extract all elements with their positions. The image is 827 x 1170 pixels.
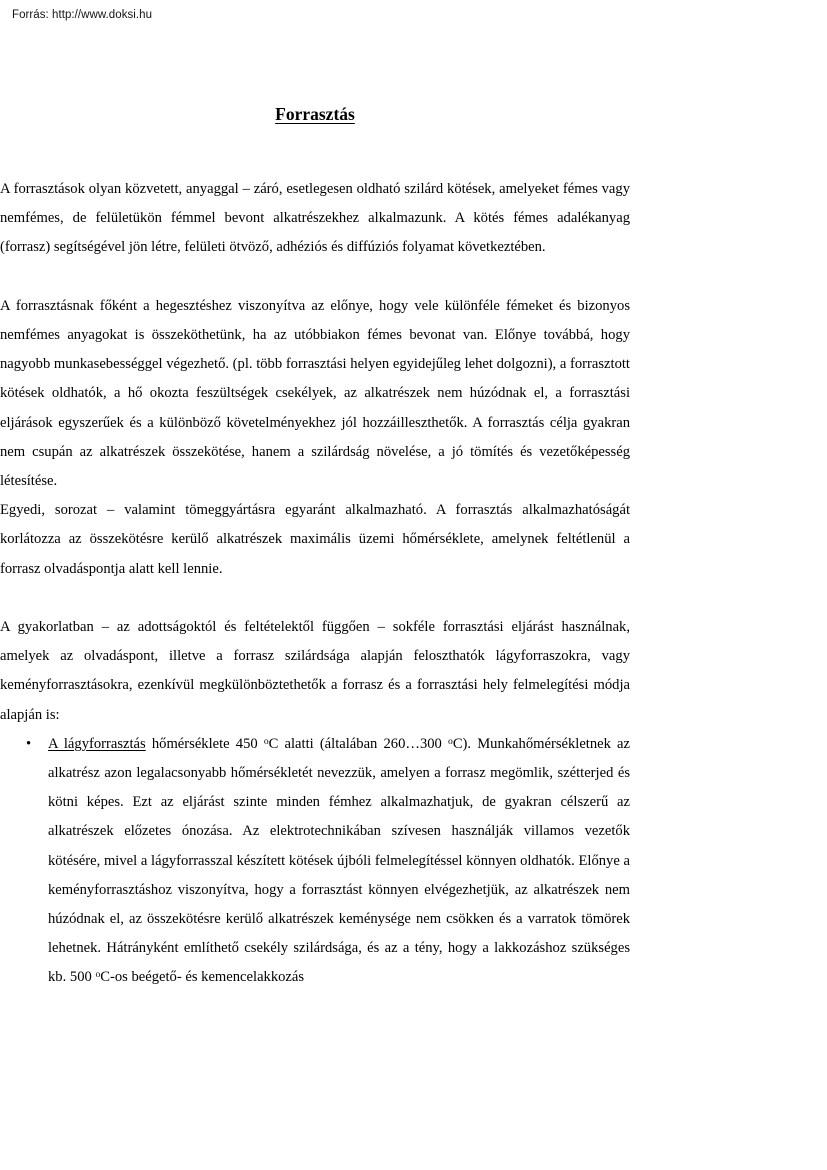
- soldering-types-list: [0, 730, 630, 993]
- bullet-text-segment-1: hőmérséklete 450: [145, 735, 264, 752]
- paragraph-intro: A forrasztások olyan közvetett, anyaggal – záró, esetlegesen oldható szilárd kötések, amelyeket fémes vagy nemfémes, de felületükön fémmel bevont alkatrészekhez alkalmazunk. A kötés fémes adalékanyag (forrasz) segítségével jön létre, felületi ötvöző, adhéziós és diffúziós folyamat következtében.: [0, 181, 630, 256]
- paragraph-advantages: A forrasztásnak főként a hegesztéshez viszonyítva az előnye, hogy vele különféle fémeket és bizonyos nemfémes anyagokat is összeköthetünk, ha az utóbbiakon fémes bevonat van. Előnye továbbá, hogy nagyobb munkasebességgel végezhető. (pl. több forrasztási helyen egyidejűleg lehet dolgozni), a forrasztott kötések oldhatók, a hő okozta feszültségek csekélyek, az alkatrészek nem húzódnak el, a forrasztási eljárások egyszerűek és a különböző követelményekhez jól hozzáilleszthetők. A forrasztás célja gyakran nem csupán az alkatrészek összekötése, hanem a szilárdság növelése, a jó tömítés és vezetőképesség létesítése.: [0, 297, 630, 490]
- list-item: [0, 730, 630, 993]
- bullet-text-segment-4: C-os beégető- és kemencelakkozás: [100, 969, 305, 986]
- soft-soldering-term: A lágyforrasztás: [48, 735, 146, 752]
- degree-symbol-icon: o: [263, 735, 269, 747]
- degree-symbol-icon: o: [448, 735, 453, 747]
- degree-symbol-icon: o: [95, 969, 101, 981]
- bullet-text-segment-2: C alatti (általában 260…300: [268, 735, 448, 752]
- paragraph-applicability: Egyedi, sorozat – valamint tömeggyártásra egyaránt alkalmazható. A forrasztás alkalmazhatóságát korlátozza az összekötésre kerülő alkatrészek maximális üzemi hőmérséklete, amelynek feltétlenül a forrasz olvadáspontja alatt kell lennie.: [0, 502, 630, 577]
- bullet-text-segment-3: C). Munkahőmérsékletnek az alkatrész azon legalacsonyabb hőmérsékletét nevezzük, amelyen a forrasz megömlik, szétterjed és kötni képes. Ezt az eljárást szinte minden fémhez alkalmazhatjuk, de gyakran célszerű az alkatrészek előzetes ónozása. Az elektrotechnikában szívesen használják villamos vezetők kötésére, mivel a lágyforrasszal készített kötések újbóli felmelegítéssel könnyen oldhatók. Előnye a keményforrasztáshoz viszonyítva, hogy a forrasztást könnyen elvégezhetjük, az alkatrészek nem húzódnak el, az összekötésre kerülő alkatrészek keménysége nem csökken és a varratok tömörek lehetnek. Hátrányként említhető csekély szilárdsága, és az a tény, hogy a lakkozáshoz szükséges kb. 500: [48, 735, 631, 986]
- paragraph-practice: A gyakorlatban – az adottságoktól és feltételektől függően – sokféle forrasztási eljárást használnak, amelyek az olvadáspont, illetve a forrasz szilárdsága alapján feloszthatók lágyforraszokra, vagy keményforrasztásokra, ezenkívül megkülönböztethetők a forrasz és a forrasztási hely felmelegítési módja alapján is:: [0, 619, 630, 723]
- document-body: [0, 175, 630, 993]
- page-title: [0, 102, 630, 126]
- source-url-header: Forrás: http://www.doksi.hu: [12, 9, 153, 21]
- page-title-text: Forrasztás: [275, 104, 355, 124]
- bullet-point-icon: •: [26, 735, 32, 752]
